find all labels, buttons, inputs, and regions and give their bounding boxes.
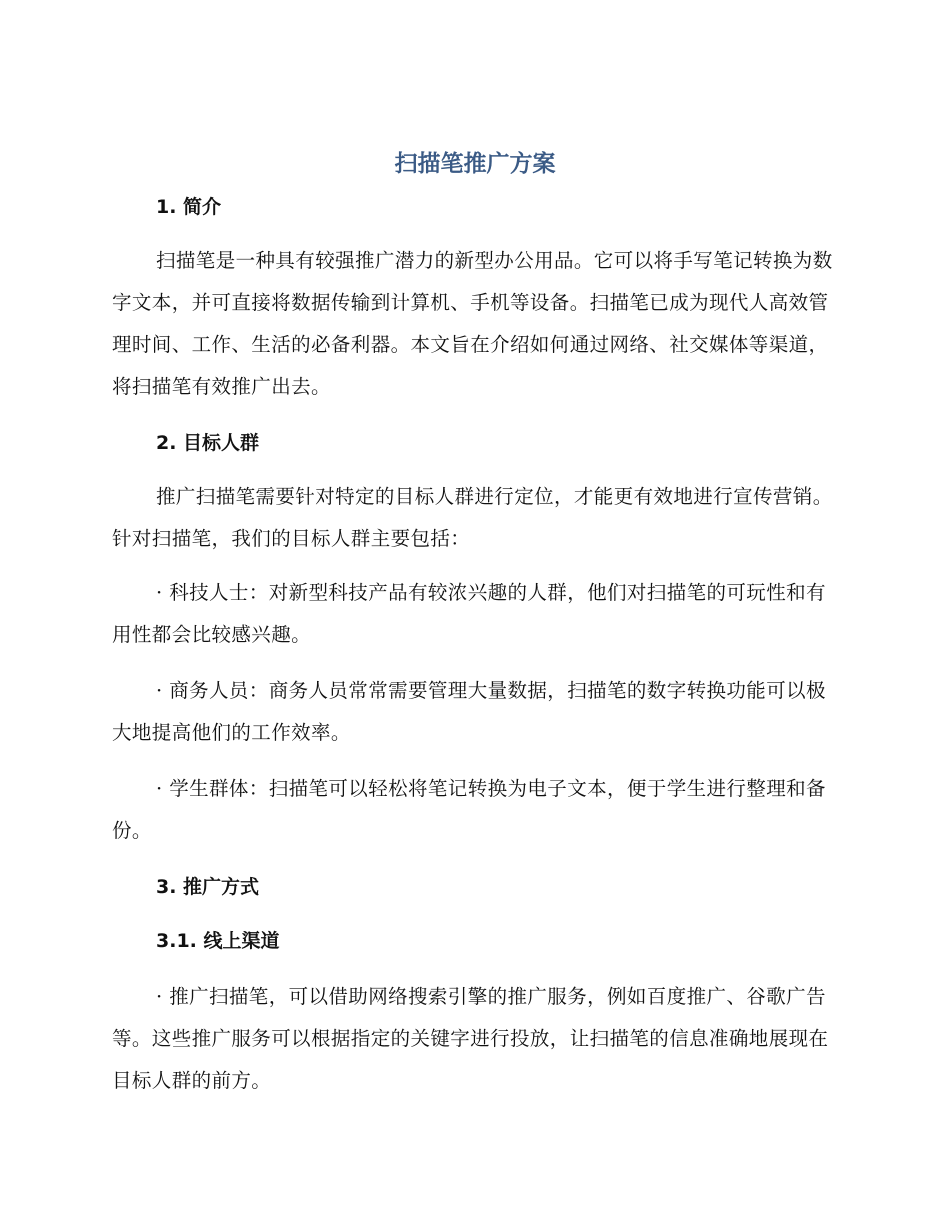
document-title: 扫描笔推广方案: [394, 151, 556, 177]
section-heading-online: 3.1. 线上渠道: [156, 930, 280, 952]
target-paragraph: 推广扫描笔需要针对特定的目标人群进行定位，才能更有效地进行宣传营销。针对扫描笔，我们的目标人群主要包括：: [112, 485, 833, 550]
intro-paragraph: 扫描笔是一种具有较强推广潜力的新型办公用品。它可以将手写笔记转换为数字文本，并可直接将数据传输到计算机、手机等设备。扫描笔已成为现代人高效管理时间、工作、生活的必备利器。本文旨在介绍如何通过网络、社交媒体等渠道，将扫描笔有效推广出去。: [112, 249, 833, 398]
target-item-students: · 学生群体：扫描笔可以轻松将笔记转换为电子文本，便于学生进行整理和备份。: [112, 777, 826, 842]
section-heading-intro: 1. 简介: [156, 196, 222, 218]
online-paragraph: · 推广扫描笔，可以借助网络搜索引擎的推广服务，例如百度推广、谷歌广告等。这些推广服务可以根据指定的关键字进行投放，让扫描笔的信息准确地展现在目标人群的前方。: [112, 985, 829, 1092]
section-heading-target: 2. 目标人群: [156, 432, 260, 454]
target-item-tech: · 科技人士：对新型科技产品有较浓兴趣的人群，他们对扫描笔的可玩性和有用性都会比较感兴趣。: [112, 581, 826, 646]
section-heading-method: 3. 推广方式: [156, 876, 260, 898]
target-item-business: · 商务人员：商务人员常常需要管理大量数据，扫描笔的数字转换功能可以极大地提高他们的工作效率。: [112, 679, 826, 744]
